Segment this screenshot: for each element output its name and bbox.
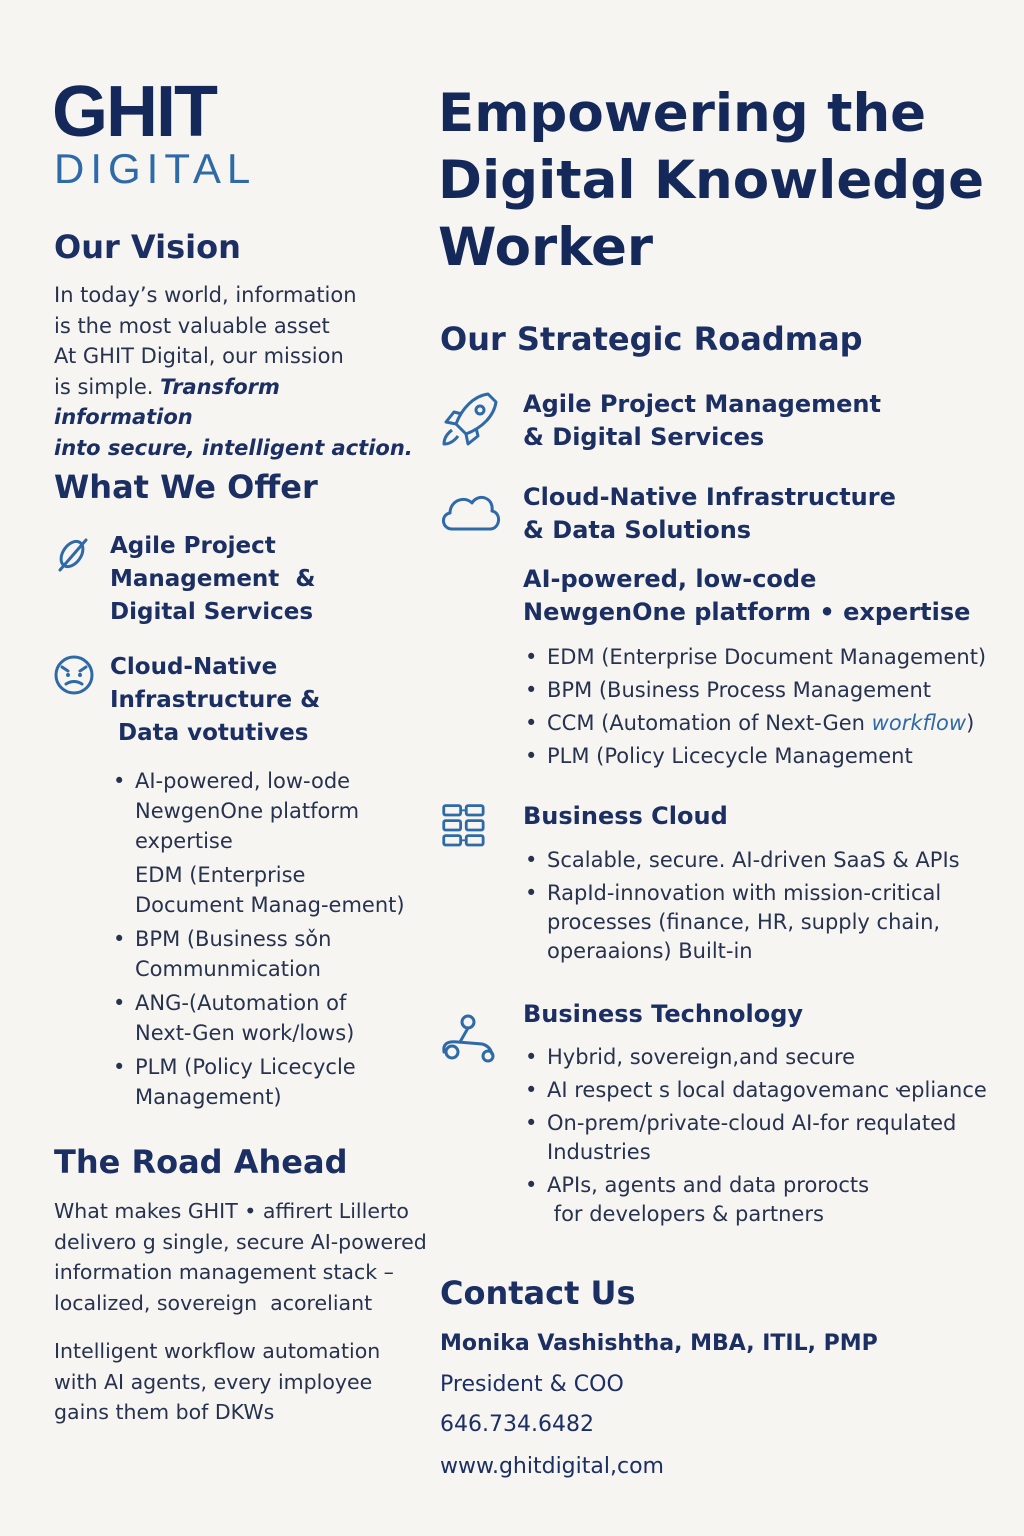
vision-line (54, 433, 414, 464)
offer-item-title (110, 530, 400, 629)
road-line: Intelligent workflow automation (54, 1339, 381, 1363)
offer-title-line: Infrastructure & (110, 687, 321, 713)
road-paragraph (54, 1336, 434, 1428)
list-item (523, 879, 1003, 966)
roadmap-title-line: Cloud-Native Infrastructure (523, 483, 896, 511)
list-item-line: • PLM (Policy Licecycle (135, 1055, 356, 1079)
list-item-text: CCM (Automation of Next-Gen (547, 711, 872, 735)
list-item (111, 924, 411, 984)
cloud-icon (438, 483, 502, 543)
offer-title-line: Digital Services (110, 599, 314, 625)
list-item-line: processes (finance, HR, supply chain, (547, 910, 941, 934)
platform-bullet-list (523, 643, 1003, 775)
list-item-line: • On-prem/private-cloud AI-for requlated (547, 1111, 957, 1135)
list-item-line: expertise (135, 829, 233, 853)
road-line: information management stack – (54, 1260, 394, 1284)
list-item-line: • APIs, agents and data prorocts (547, 1173, 870, 1197)
roadmap-title-line: AI-powered, low-code (523, 565, 817, 593)
list-item-emphasis: workflow (871, 711, 967, 735)
road-heading: The Road Ahead (54, 1143, 348, 1181)
list-item-line: Next-Gen work/lows) (135, 1021, 355, 1045)
roadmap-platform-title (523, 563, 1003, 629)
list-item (523, 1043, 1003, 1072)
offer-bullet-list (111, 766, 411, 1116)
roadmap-item-cloud (438, 481, 998, 551)
business-technology-bullet-list (523, 1043, 1003, 1233)
vision-heading: Our Vision (54, 228, 241, 266)
offer-item-agile (52, 530, 392, 630)
roadmap-title-line: NewgenOne platform • expertise (523, 598, 971, 626)
list-item-line: • AI-powered, low-ode (135, 769, 351, 793)
list-item-line: • RapId-innovation with mission-critical (547, 881, 942, 905)
list-item-line: Management) (135, 1085, 282, 1109)
page-title-line: Digital Knowledge (438, 150, 985, 211)
list-item-line: NewgenOne platform (135, 799, 360, 823)
roadmap-item-title (523, 481, 993, 547)
list-item-line: EDM (Enterprise (135, 863, 306, 887)
roadmap-item-agile (438, 388, 998, 458)
vision-emphasis: Transform information (54, 374, 280, 429)
link-icon (52, 532, 96, 576)
face-icon (52, 653, 96, 697)
road-line: gains them bof DKWs (54, 1400, 275, 1424)
page-title-line: Worker (438, 217, 654, 278)
logo-subtitle: DIGITAL (54, 145, 257, 192)
roadmap-item-business-cloud (438, 800, 998, 850)
list-item (523, 1171, 1003, 1229)
road-line: with AI agents, every imployee (54, 1369, 373, 1394)
roadmap-title-line: & Data Solutions (523, 516, 752, 544)
vision-emphasis: into secure, intelligent action. (54, 435, 413, 460)
vision-text-plain: is simple. (54, 374, 161, 399)
road-paragraph (54, 1196, 434, 1318)
roadmap-title-line: Agile Project Management (523, 390, 881, 418)
rocket-icon (438, 388, 502, 448)
roadmap-item-title: Business Cloud (523, 802, 728, 830)
server-icon (440, 800, 500, 860)
list-item-text: ) (966, 711, 975, 735)
contact-heading: Contact Us (440, 1274, 636, 1312)
offer-item-cloud (52, 651, 392, 751)
page-title-line: Empowering the (438, 83, 927, 144)
list-item (111, 860, 411, 920)
list-item-line: Communmication (135, 957, 321, 981)
list-item-line: operaaions) Built-in (547, 939, 753, 963)
roadmap-item-title: Business Technology (523, 1000, 804, 1028)
roadmap-title-line: & Digital Services (523, 423, 765, 451)
offer-title-line: Data votutives (110, 720, 309, 746)
offer-heading: What We Offer (54, 468, 318, 506)
offer-title-line: Cloud-Native (110, 654, 278, 680)
contact-name: Monika Vashishtha, MBA, ITIL, PMP (440, 1331, 878, 1356)
list-item-line: • BPM (Business sǒn (135, 927, 332, 951)
list-item (111, 766, 411, 856)
list-item-line: • Hybrid, sovereign,and secure (547, 1045, 856, 1069)
list-item: • EDM (Enterprise Document Management) (523, 643, 1003, 672)
offer-title-line: Agile Project (110, 533, 276, 559)
list-item: • BPM (Business Process Management (523, 676, 1003, 705)
list-item-line: • AI respect s local datagovemanc ҽpliance (547, 1078, 987, 1102)
vision-line: is the most valuable asset (54, 313, 330, 338)
list-item (111, 988, 411, 1048)
robot-icon (438, 1008, 502, 1068)
contact-website-link[interactable]: www.ghitdigital,com (440, 1454, 664, 1479)
contact-phone[interactable]: 646.734.6482 (440, 1412, 594, 1437)
list-item-line: Document Manag-ement) (135, 893, 405, 917)
offer-item-title (110, 651, 400, 750)
list-item (523, 1109, 1003, 1167)
list-item: • PLM (Policy Licecycle Management (523, 742, 1003, 771)
list-item-line: • ANG-(Automation of (135, 991, 347, 1015)
roadmap-heading: Our Strategic Roadmap (440, 320, 863, 358)
list-item (523, 1076, 1003, 1105)
business-cloud-bullet-list (523, 846, 1003, 970)
list-item-line: • Scalable, secure. AI-driven SaaS & APIs (547, 848, 960, 872)
vision-line: At GHIT Digital, our mission (54, 344, 344, 368)
road-line: delivero g single, secure AI-powered (54, 1229, 427, 1254)
page-title (438, 80, 998, 281)
vision-line: In today’s world, information (54, 283, 357, 307)
logo-wordmark: GHIT (52, 72, 216, 152)
vision-line (54, 372, 414, 433)
vision-text (54, 280, 414, 463)
roadmap-item-title (523, 388, 993, 454)
list-item (523, 846, 1003, 875)
list-item (523, 709, 1003, 738)
list-item-line: Industries (547, 1140, 651, 1164)
road-line: localized, sovereign acoreliant (54, 1290, 373, 1315)
offer-title-line: Management & (110, 566, 316, 592)
list-item (111, 1052, 411, 1112)
list-item-line: for developers & partners (547, 1202, 824, 1226)
contact-role: President & COO (440, 1372, 624, 1397)
road-line: What makes GHIT • affirert Lillerto (54, 1199, 409, 1223)
